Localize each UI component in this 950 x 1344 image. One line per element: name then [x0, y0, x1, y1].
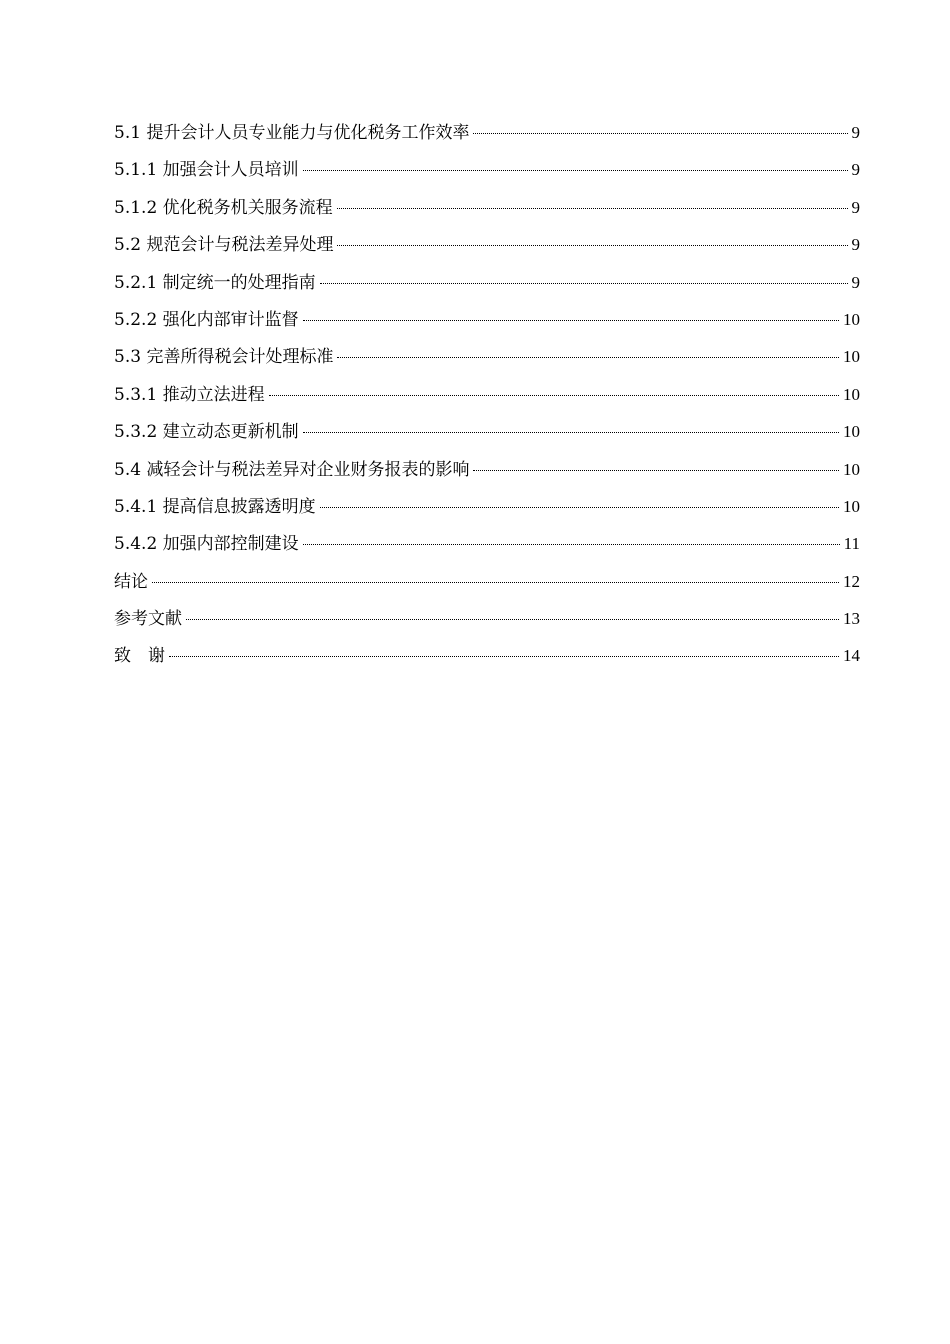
toc-dot-leader: [269, 395, 839, 396]
toc-dot-leader: [152, 582, 839, 583]
toc-entry-title: 5.3.1 推动立法进程: [114, 384, 265, 405]
toc-page-number: 10: [843, 384, 860, 404]
toc-page-number: 11: [843, 534, 860, 554]
toc-entry-title: 5.4.1 提高信息披露透明度: [114, 496, 316, 517]
toc-dot-leader: [303, 432, 839, 433]
toc-page-number: 9: [851, 197, 860, 217]
toc-entry-title: 结论: [114, 571, 148, 592]
toc-dot-leader: [337, 245, 847, 246]
toc-entry[interactable]: [114, 418, 860, 455]
toc-entry-title: 5.3.2 建立动态更新机制: [114, 422, 299, 443]
toc-entry[interactable]: [114, 306, 860, 343]
toc-entry[interactable]: [114, 642, 860, 679]
toc-entry[interactable]: [114, 530, 860, 567]
toc-dot-leader: [337, 208, 848, 209]
toc-entry[interactable]: [114, 493, 860, 530]
toc-page-number: 9: [851, 272, 860, 292]
toc-page-number: 10: [843, 496, 860, 516]
toc-dot-leader: [337, 357, 839, 358]
toc-dot-leader: [473, 133, 847, 134]
toc-entry-title: 5.1.1 加强会计人员培训: [114, 160, 299, 181]
toc-dot-leader: [303, 170, 848, 171]
toc-entry-title: 5.2 规范会计与税法差异处理: [114, 235, 334, 256]
toc-dot-leader: [473, 470, 839, 471]
toc-page-number: 9: [851, 160, 860, 180]
toc-page-number: 13: [843, 609, 860, 629]
toc-entry[interactable]: [114, 231, 860, 268]
toc-entry-title: 致 谢: [114, 646, 165, 667]
toc-entry[interactable]: [114, 269, 860, 306]
toc-page-number: 12: [843, 571, 860, 591]
toc-page-number: 9: [851, 235, 860, 255]
toc-entry[interactable]: [114, 119, 860, 156]
toc-page-number: 14: [843, 646, 860, 666]
toc-dot-leader: [186, 619, 839, 620]
toc-dot-leader: [303, 544, 840, 545]
toc-entry-title: 5.1.2 优化税务机关服务流程: [114, 197, 333, 218]
toc-dot-leader: [303, 320, 839, 321]
toc-dot-leader: [320, 283, 848, 284]
toc-dot-leader: [320, 507, 839, 508]
toc-entry[interactable]: [114, 605, 860, 642]
toc-entry-title: 5.1 提升会计人员专业能力与优化税务工作效率: [114, 123, 470, 143]
toc-entry[interactable]: [114, 194, 860, 231]
toc-entry[interactable]: [114, 568, 860, 605]
toc-entry-title: 5.3 完善所得税会计处理标准: [114, 347, 334, 368]
toc-entry[interactable]: [114, 156, 860, 193]
table-of-contents: [114, 119, 860, 680]
toc-dot-leader: [169, 656, 839, 657]
toc-page-number: 10: [843, 422, 860, 442]
toc-page-number: 10: [843, 459, 860, 479]
toc-page-number: 10: [843, 347, 860, 367]
toc-entry-title: 5.2.2 强化内部审计监督: [114, 309, 299, 330]
toc-entry-title: 5.4.2 加强内部控制建设: [114, 534, 299, 555]
toc-entry[interactable]: [114, 456, 860, 493]
toc-page-number: 10: [843, 309, 860, 329]
toc-entry[interactable]: [114, 381, 860, 418]
toc-page-number: 9: [851, 123, 860, 142]
toc-entry-title: 5.2.1 制定统一的处理指南: [114, 272, 316, 293]
toc-entry[interactable]: [114, 343, 860, 380]
toc-entry-title: 5.4 减轻会计与税法差异对企业财务报表的影响: [114, 459, 470, 480]
toc-entry-title: 参考文献: [114, 609, 182, 630]
